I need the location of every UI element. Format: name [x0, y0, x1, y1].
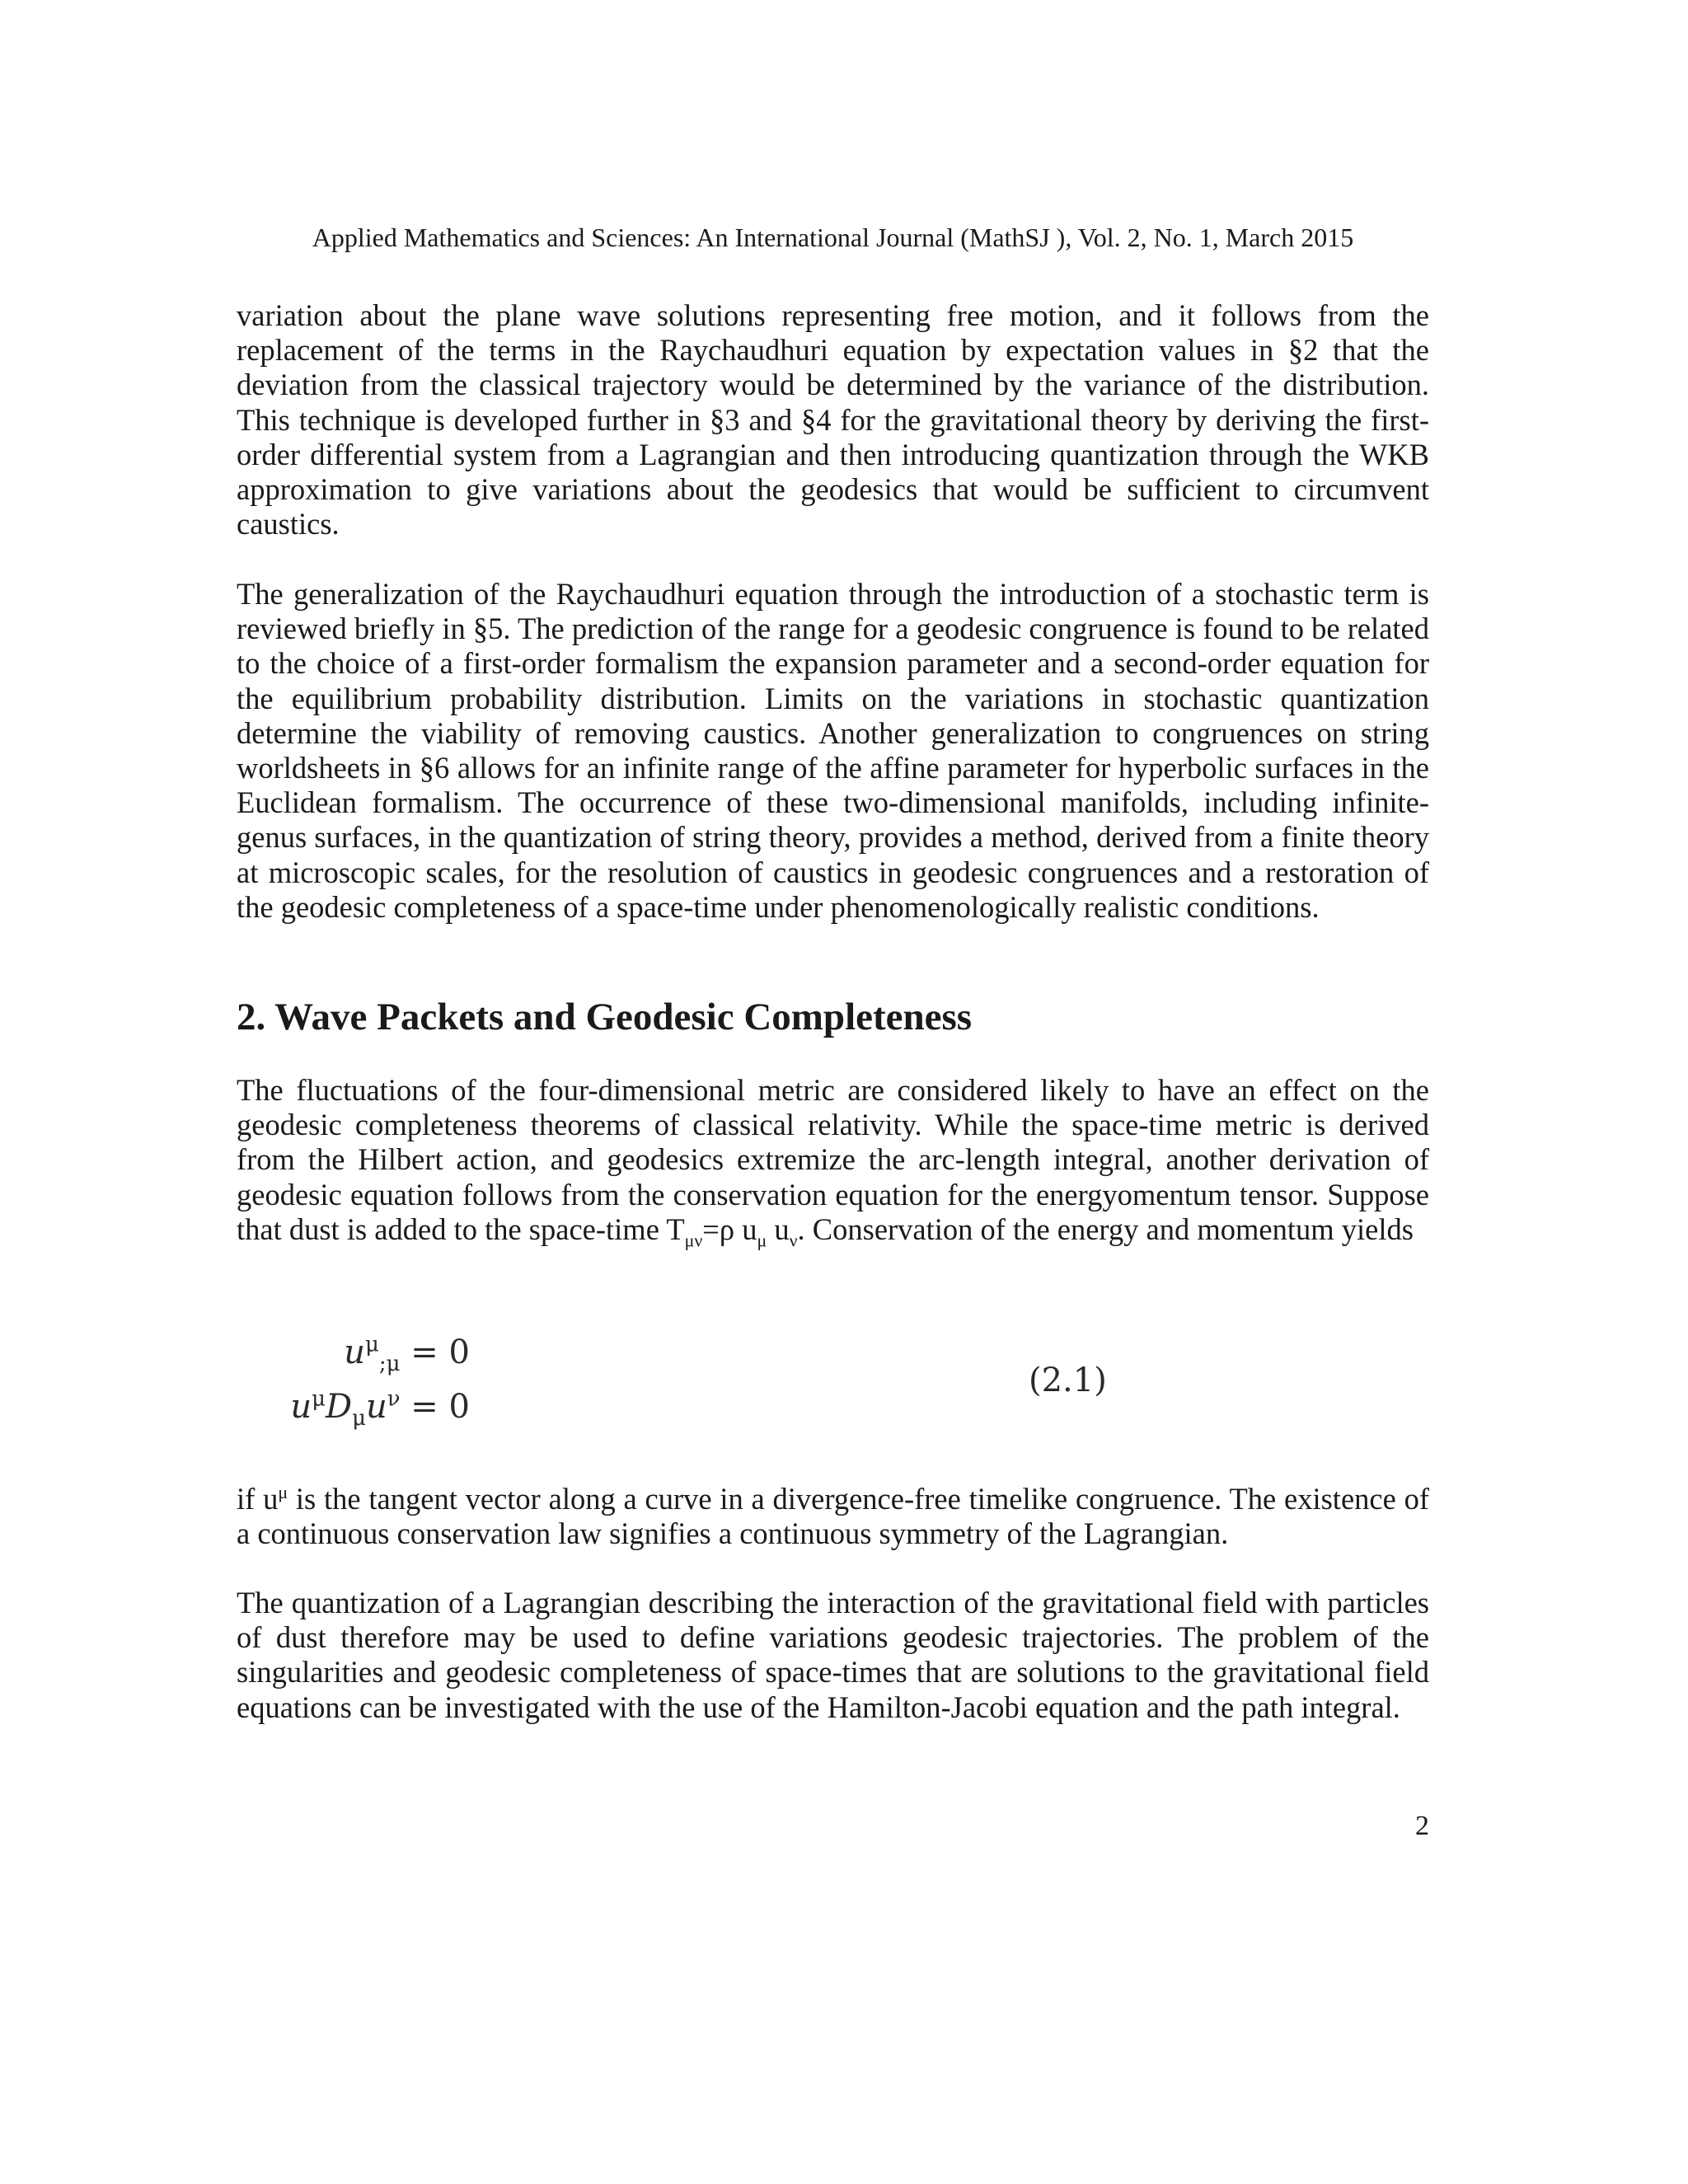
equation-2-1 — [247, 1319, 1154, 1451]
paragraph-text: variation about the plane wave solutions representing free motion, and it follows from the replacement of the terms in the Raychaudhuri equation by expectation values in §2 that the deviation from the classical trajectory would be determined by the variance of the distribution. This technique is developed further in §3 and §4 for the gravitational theory by deriving the first-order differential system from a Lagrangian and then introducing quantization through the WKB approximation to give variations about the geodesics that would be sufficient to circumvent caustics. — [237, 298, 1429, 541]
eq-covariant-d: D — [326, 1388, 353, 1426]
superscript-mu: μ — [278, 1481, 288, 1502]
subscript-mu-nu: μν — [684, 1230, 703, 1251]
section-2-paragraph-1 — [237, 1073, 1429, 1251]
eq-rhs: = 0 — [400, 1388, 470, 1426]
paragraph-text: The generalization of the Raychaudhuri equation through the introduction of a stochastic term is reviewed briefly in §5. The prediction of the range for a geodesic congruence is found to be related to the choice of a first-order formalism the expansion parameter and a second-order equation for the equilibrium probability distribution. Limits on the variations in stochastic quantization determine the viability of removing caustics. Another generalization to congruences on string worldsheets in §6 allows for an infinite range of the affine parameter for hyperbolic surfaces in the Euclidean formalism. The occurrence of these two-dimensional manifolds, including infinite-genus surfaces, in the quantization of string theory, provides a method, derived from a finite theory at microscopic scales, for the resolution of caustics in geodesic congruences and a restoration of the geodesic completeness of a space-time under phenomenologically realistic conditions. — [237, 577, 1429, 924]
paragraph-tail-text: . Conservation of the energy and momentum yields — [797, 1212, 1414, 1246]
paragraph-lead-text: if u — [237, 1482, 279, 1516]
equation-line-geodesic — [290, 1386, 470, 1431]
eq-u: u — [366, 1388, 387, 1426]
eq-rhs: = 0 — [400, 1333, 470, 1371]
paragraph-tail-text: is the tangent vector along a curve in a divergence-free timelike congruence. The existence of a continuous conservation law signifies a continuous symmetry of the Lagrangian. — [237, 1482, 1429, 1551]
eq-sup-mu: μ — [312, 1386, 326, 1412]
u-text: u — [767, 1212, 790, 1246]
rho-u-text: =ρ u — [702, 1212, 757, 1246]
subscript-mu: μ — [757, 1230, 767, 1251]
page-number: 2 — [1415, 1811, 1429, 1841]
eq-sup-mu: μ — [365, 1332, 379, 1357]
section-2-paragraph-2 — [237, 1482, 1429, 1551]
eq-u: u — [344, 1333, 366, 1371]
paragraph-text: The quantization of a Lagrangian describing the interaction of the gravitational field with particles of dust therefore may be used to define variations geodesic trajectories. The problem of the singularities and geodesic completeness of space-times that are solutions to the gravitational field equations can be investigated with the use of the Hamilton-Jacobi equation and the path integral. — [237, 1586, 1429, 1724]
eq-sub-semicolon-mu: ;μ — [378, 1352, 401, 1376]
subscript-nu: ν — [789, 1230, 798, 1251]
section-2-paragraph-3 — [237, 1586, 1429, 1725]
eq-sup-nu: ν — [387, 1386, 401, 1412]
eq-sub-mu: μ — [352, 1406, 367, 1431]
paragraph-main-text: The fluctuations of the four-dimensional metric are considered likely to have an effect on the geodesic completeness theorems of classical relativity. While the space-time metric is derived from the Hilbert action, and geodesics extremize the arc-length integral, another derivation of geodesic equation follows from the conservation equation for the energyomentum tensor. Suppose that dust is added to the space-time T — [237, 1073, 1429, 1246]
intro-paragraph-2 — [237, 577, 1429, 925]
section-heading: 2. Wave Packets and Geodesic Completeness — [237, 996, 973, 1038]
paragraph-text — [237, 1482, 1429, 1551]
eq-u: u — [290, 1388, 312, 1426]
intro-paragraph-1 — [237, 298, 1429, 541]
running-header: Applied Mathematics and Sciences: An International Journal (MathSJ ), Vol. 2, No. 1, March 2015 — [312, 223, 1354, 252]
paragraph-text — [237, 1073, 1429, 1251]
equation-line-divergence — [344, 1332, 470, 1376]
equation-number: (2.1) — [1029, 1361, 1107, 1399]
